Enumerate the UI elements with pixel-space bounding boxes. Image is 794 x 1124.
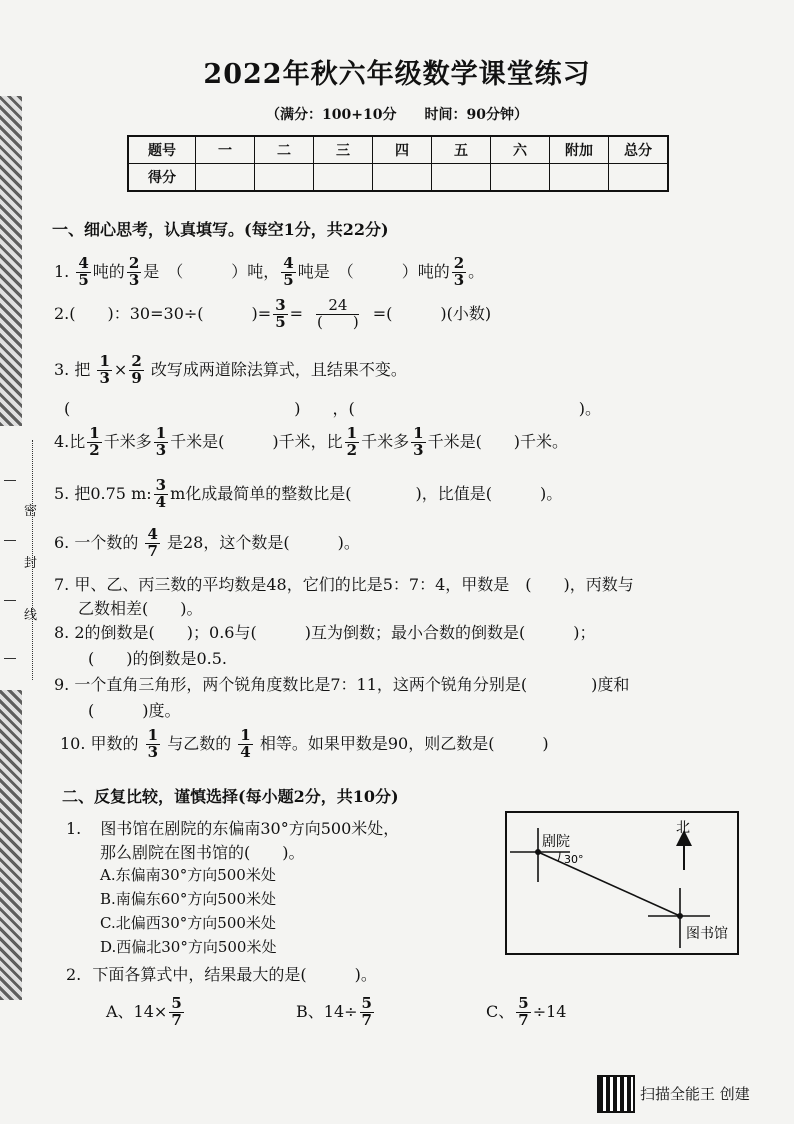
question-8 xyxy=(54,620,595,643)
question-7-line2: 乙数相差( )。 xyxy=(78,599,203,618)
choice-question-2-option-b[interactable] xyxy=(296,996,376,1029)
score-header-cell: 题号 xyxy=(128,136,196,164)
numerator: 5 xyxy=(171,994,182,1012)
binding-char: 封 xyxy=(24,556,38,571)
question-text: 与乙数的 xyxy=(167,733,232,753)
score-cell[interactable] xyxy=(373,164,432,192)
question-number: 2. xyxy=(66,965,82,984)
fraction xyxy=(76,256,90,289)
question-text: 千米是( )千米。 xyxy=(427,431,569,451)
choice-question-2-option-a[interactable] xyxy=(106,996,186,1029)
theater-label: 剧院 xyxy=(542,834,570,850)
score-cell[interactable] xyxy=(491,164,550,192)
choice-question-1 xyxy=(66,816,399,839)
fraction xyxy=(273,298,287,331)
fraction xyxy=(154,478,168,511)
denominator: 3 xyxy=(128,270,140,289)
fraction xyxy=(516,996,530,1029)
binding-char: 线 xyxy=(24,608,38,623)
binding-char: 密 xyxy=(24,504,38,519)
fraction xyxy=(87,426,101,459)
choice-question-2-option-c[interactable] xyxy=(486,996,566,1029)
score-header-cell: 六 xyxy=(491,136,550,164)
question-5 xyxy=(54,478,562,511)
question-text: 把0.75 m: xyxy=(74,483,152,503)
denominator: 4 xyxy=(240,742,251,761)
numerator: 2 xyxy=(131,352,142,370)
question-text: 相等。如果甲数是90，则乙数是( ) xyxy=(259,733,549,753)
numerator: 4 xyxy=(78,254,89,272)
question-number: 6. xyxy=(54,532,70,552)
numerator: 2 xyxy=(128,254,140,272)
denominator: 7 xyxy=(147,541,158,560)
north-label: 北 xyxy=(676,820,690,836)
numerator: 3 xyxy=(275,296,286,314)
question-text: 千米多 xyxy=(103,431,152,451)
choice-option-b[interactable]: B.南偏东60°方向500米处 xyxy=(100,890,277,908)
choice-option-c[interactable]: C.北偏西30°方向500米处 xyxy=(100,914,276,932)
binding-mark xyxy=(4,658,16,659)
score-cell[interactable] xyxy=(196,164,255,192)
question-text: 把 xyxy=(74,359,91,379)
question-1 xyxy=(54,256,484,289)
question-text: 千米多 xyxy=(361,431,410,451)
page-subtitle: （满分：100+10分 时间：90分钟） xyxy=(266,107,528,123)
denominator: 3 xyxy=(453,270,465,289)
question-text: 2的倒数是( )；0.6与( )互为倒数；最小合数的倒数是( )； xyxy=(74,623,596,642)
score-header-cell: 附加 xyxy=(550,136,609,164)
choice-question-1-line2: 那么剧院在图书馆的( )。 xyxy=(100,843,305,862)
fraction xyxy=(127,256,141,289)
denominator: 7 xyxy=(361,1010,372,1029)
denominator: 5 xyxy=(275,312,286,331)
denominator: 3 xyxy=(99,368,110,387)
question-number: 10. xyxy=(60,733,86,753)
option-text: B、14÷ xyxy=(296,1001,358,1021)
choice-option-d[interactable]: D.西偏北30°方向500米处 xyxy=(100,938,277,956)
question-number: 1. xyxy=(54,261,70,281)
question-text: m化成最简单的整数比是( )，比值是( )。 xyxy=(170,483,563,503)
score-header-cell: 三 xyxy=(314,136,373,164)
question-text: 是28，这个数是( )。 xyxy=(167,532,360,552)
denominator: 3 xyxy=(147,742,159,761)
side-pattern-bottom xyxy=(0,690,22,1000)
section2-title: 二、反复比较，谨慎选择(每小题2分，共10分) xyxy=(62,787,399,806)
question-number: 4. xyxy=(54,431,70,451)
denominator: 5 xyxy=(78,270,89,289)
question-number: 3. xyxy=(54,359,70,379)
fraction xyxy=(146,728,160,761)
question-text: 。 xyxy=(468,261,485,281)
question-10 xyxy=(60,728,549,761)
question-number: 1. xyxy=(66,819,82,838)
score-header-cell: 一 xyxy=(196,136,255,164)
denominator: ( ) xyxy=(317,312,359,331)
question-text: = xyxy=(289,303,304,323)
section1-title: 一、细心思考，认真填写。(每空1分，共22分) xyxy=(52,220,389,239)
denominator: 7 xyxy=(518,1010,529,1029)
question-text: 下面各算式中，结果最大的是( )。 xyxy=(92,965,377,984)
direction-map xyxy=(498,808,744,958)
binding-mark xyxy=(4,600,16,601)
question-text: 吨是 （ ）吨的 xyxy=(297,261,450,281)
denominator: 4 xyxy=(155,492,167,511)
page-title: 2022年秋六年级数学课堂练习 xyxy=(203,59,591,90)
question-text: 一个直角三角形，两个锐角度数比是7：11，这两个锐角分别是( )度和 xyxy=(74,675,630,694)
numerator: 4 xyxy=(147,525,158,543)
question-6 xyxy=(54,527,360,560)
fraction xyxy=(129,354,143,387)
question-9 xyxy=(54,672,629,695)
option-text: ÷14 xyxy=(532,1001,567,1021)
direction-line xyxy=(538,852,680,916)
question-3 xyxy=(54,354,407,387)
numerator: 1 xyxy=(240,726,251,744)
numerator: 1 xyxy=(147,726,159,744)
question-2 xyxy=(54,298,491,331)
fraction xyxy=(360,996,374,1029)
question-text: 比 xyxy=(69,431,86,451)
question-number: 2. xyxy=(54,303,70,323)
score-cell[interactable] xyxy=(550,164,609,192)
numerator: 1 xyxy=(89,424,100,442)
numerator: 1 xyxy=(346,424,358,442)
score-cell[interactable] xyxy=(314,164,373,192)
fraction xyxy=(281,256,295,289)
numerator: 5 xyxy=(361,994,372,1012)
score-cell[interactable] xyxy=(609,164,669,192)
score-row-label: 得分 xyxy=(128,164,196,192)
angle-label: 30° xyxy=(564,853,584,866)
question-number: 9. xyxy=(54,675,70,694)
qr-code-icon xyxy=(597,1075,635,1113)
library-label: 图书馆 xyxy=(686,926,728,942)
question-text: 甲数的 xyxy=(90,733,139,753)
denominator: 9 xyxy=(131,368,142,387)
binding-mark xyxy=(4,540,16,541)
question-number: 7. xyxy=(54,575,70,594)
score-cell[interactable] xyxy=(432,164,491,192)
score-header-cell: 五 xyxy=(432,136,491,164)
score-header-cell: 总分 xyxy=(609,136,669,164)
question-7 xyxy=(54,572,634,595)
score-table-header-row xyxy=(128,136,668,164)
denominator: 2 xyxy=(89,440,100,459)
choice-question-2 xyxy=(66,962,377,985)
numerator: 1 xyxy=(413,424,424,442)
option-text: A、14× xyxy=(106,1001,168,1021)
question-text: 一个数的 xyxy=(74,532,139,552)
score-header-cell: 四 xyxy=(373,136,432,164)
question-text: 图书馆在剧院的东偏南30°方向500米处， xyxy=(100,819,400,838)
numerator: 2 xyxy=(453,254,465,272)
denominator: 5 xyxy=(283,270,294,289)
fraction xyxy=(169,996,183,1029)
denominator: 3 xyxy=(155,440,167,459)
option-text: C、 xyxy=(486,1001,515,1021)
question-text: =( )(小数) xyxy=(372,303,492,323)
denominator: 3 xyxy=(413,440,424,459)
fraction xyxy=(452,256,466,289)
question-text: 改写成两道除法算式，且结果不变。 xyxy=(150,359,407,379)
fraction xyxy=(345,426,359,459)
fraction xyxy=(305,298,371,331)
score-cell[interactable] xyxy=(255,164,314,192)
numerator: 24 xyxy=(316,298,359,315)
angle-arc xyxy=(558,852,560,861)
numerator: 4 xyxy=(283,254,294,272)
numerator: 3 xyxy=(155,476,167,494)
question-text: ( )：30=30÷( )= xyxy=(69,303,272,323)
score-table xyxy=(127,135,669,192)
scanner-watermark: 扫描全能王 创建 xyxy=(640,1085,750,1103)
question-text: 是 （ ）吨， xyxy=(143,261,280,281)
question-text: 甲、乙、丙三数的平均数是48，它们的比是5：7：4，甲数是 ( )，丙数与 xyxy=(74,575,634,594)
question-number: 5. xyxy=(54,483,70,503)
fraction xyxy=(145,527,159,560)
question-text: × xyxy=(113,359,128,379)
fraction xyxy=(411,426,425,459)
question-text: 吨的 xyxy=(92,261,125,281)
numerator: 5 xyxy=(518,994,529,1012)
question-8-line2: ( )的倒数是0.5. xyxy=(88,649,228,668)
binding-margin xyxy=(4,440,44,690)
fraction xyxy=(238,728,252,761)
question-3-answer-line: ( ) ，( )。 xyxy=(64,399,601,418)
denominator: 7 xyxy=(171,1010,182,1029)
binding-mark xyxy=(4,480,16,481)
numerator: 1 xyxy=(155,424,167,442)
fraction xyxy=(154,426,168,459)
score-header-cell: 二 xyxy=(255,136,314,164)
question-4 xyxy=(54,426,568,459)
numerator: 1 xyxy=(99,352,110,370)
question-number: 8. xyxy=(54,623,70,642)
choice-option-a[interactable]: A.东偏南30°方向500米处 xyxy=(100,866,276,884)
side-pattern-top xyxy=(0,96,22,426)
score-table-score-row xyxy=(128,164,668,192)
question-9-line2: ( )度。 xyxy=(88,701,181,720)
question-text: 千米是( )千米，比 xyxy=(170,431,343,451)
denominator: 2 xyxy=(346,440,358,459)
fraction xyxy=(97,354,111,387)
